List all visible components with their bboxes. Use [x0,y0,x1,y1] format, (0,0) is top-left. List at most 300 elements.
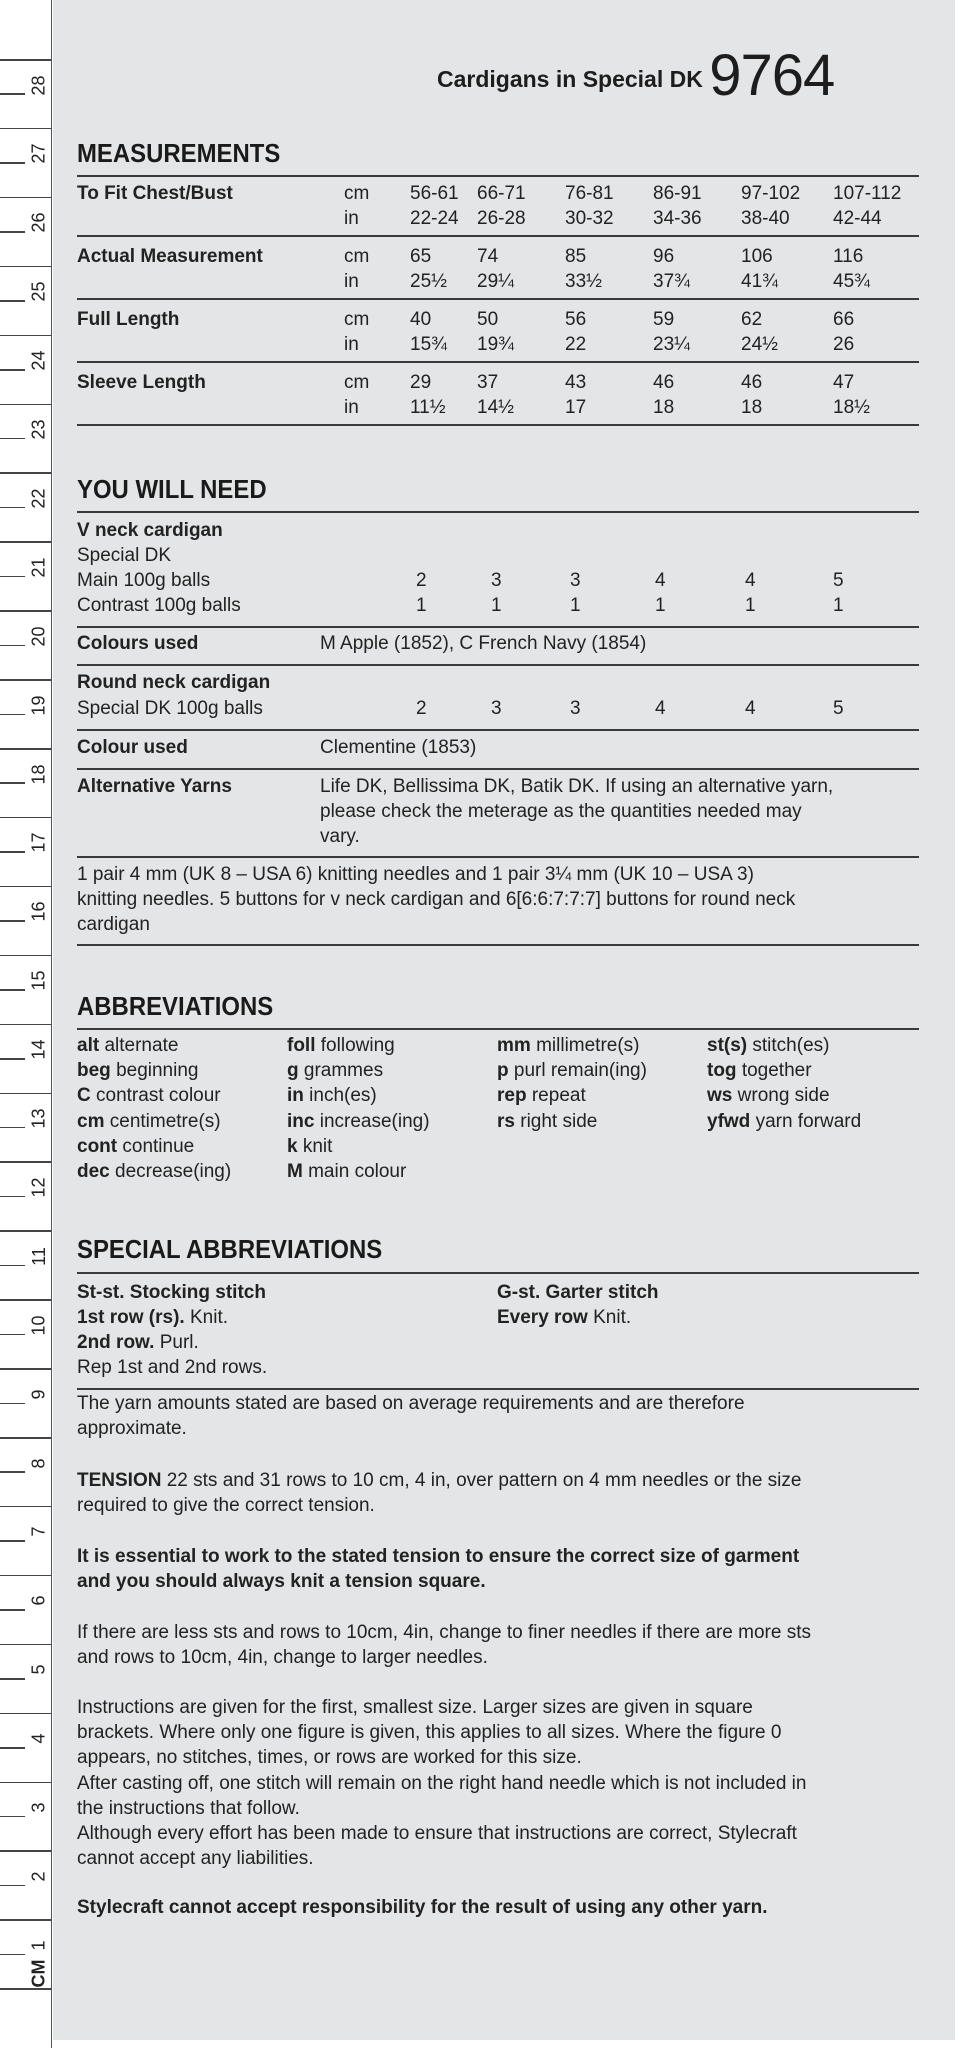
ruler-cm-line [0,1161,51,1163]
pattern-title-text: Cardigans in Special DK [437,66,703,92]
measurement-cell: 86-91 [653,183,702,204]
ruler-number [30,1650,48,1690]
instructions-line: brackets. Where only one figure is given, this applies to all sizes. Where the figure 0 [77,1722,782,1744]
ball-count: 2 [416,698,427,719]
divider [77,729,919,731]
disclaimer: Stylecraft cannot accept responsibility for the result of using any other yarn. [77,1897,768,1918]
ruler-half-line [0,782,25,784]
colours-used-label: Colours used [77,633,199,654]
alternative-yarns-line: vary. [320,826,360,847]
abbreviation-term: C [77,1085,91,1107]
ball-count: 1 [833,595,844,616]
ruler-number [30,823,48,863]
measurement-cell: 24½ [741,334,778,355]
ruler-number-text: 5 [28,1664,49,1675]
ruler-cm-line [0,1506,51,1508]
divider [77,175,919,177]
stocking-stitch-title: St-st. Stocking stitch [77,1282,266,1303]
abbreviation-term: in [287,1085,304,1107]
abbreviation-item [77,1161,231,1183]
divider [77,944,919,946]
ruler-cm-line [0,1230,51,1232]
ruler-half-line [0,1747,25,1749]
ruler-number [30,685,48,725]
abbreviation-item [287,1060,383,1082]
ruler-cm-line [0,404,51,406]
abbreviation-meaning: continue [122,1135,195,1157]
ball-count: 4 [655,570,666,591]
ruler-cm-line [0,748,51,750]
essential-line: It is essential to work to the stated tension to ensure the correct size of garment [77,1546,800,1567]
colour-used-label: Colour used [77,737,188,758]
divider [77,511,919,513]
alternative-yarns-line: please check the meterage as the quantities needed may [320,801,802,822]
measurement-cell: 106 [741,246,773,267]
ball-count: 3 [491,698,502,719]
ruler-half-line [0,851,25,853]
pattern-title [437,42,834,109]
abbreviation-item [77,1085,221,1107]
measurement-cell: 19¾ [477,334,514,355]
ball-count: 1 [491,595,502,616]
abbreviation-term: mm [497,1035,531,1056]
pattern-number: 9764 [709,43,835,108]
ruler-cm-line [0,1782,51,1784]
abbreviation-term: g [287,1060,299,1082]
ruler-number [30,410,48,450]
special-abbreviations-heading: SPECIAL ABBREVIATIONS [77,1234,383,1264]
ruler-cm-line [0,1919,51,1921]
measurement-cell: 59 [653,309,675,330]
you-will-need-heading: YOU WILL NEED [77,474,267,504]
measurement-cell: 56-61 [410,183,459,204]
ball-count: 4 [655,698,666,719]
ruler-half-line [0,1334,25,1336]
ball-count: 1 [655,595,666,616]
ruler-number-text: 3 [28,1802,49,1813]
measurement-cell: 50 [477,309,499,330]
measurement-cell: 18 [653,397,675,418]
measurement-cell: 41¾ [741,271,778,292]
ruler-number [30,65,48,105]
ruler-number-text: 25 [28,281,49,302]
ruler-cm-line [0,128,51,130]
ball-count: 1 [745,595,756,616]
ruler-number [30,616,48,656]
ruler-half-line [0,1265,25,1267]
measurement-cell: 37¾ [653,271,690,292]
abbreviation-term: p [497,1060,509,1082]
abbreviation-meaning: grammes [303,1060,384,1082]
abbreviation-term: yfwd [707,1110,751,1132]
abbreviation-item [77,1060,198,1082]
ruler-number [30,1719,48,1759]
every-row-text: Knit. [587,1307,632,1328]
abbreviation-term: foll [287,1035,316,1056]
ruler-half-line [0,1403,25,1405]
ruler-number [30,478,48,518]
ball-count: 3 [570,570,581,591]
ball-count: 5 [833,698,844,719]
ball-count: 2 [416,570,427,591]
abbreviation-item [77,1111,221,1133]
ruler-number-text: 9 [28,1389,49,1400]
ruler-number-text: 19 [28,695,49,716]
ruler-number [30,1099,48,1139]
ruler-half-line [0,576,25,578]
ruler-number [30,1374,48,1414]
measurement-cell: 62 [741,309,763,330]
ruler-cm-line [0,679,51,681]
ruler-number-text: 23 [28,419,49,440]
v-neck-yarn: Special DK [77,545,171,566]
ruler-number-text: 2 [28,1871,49,1882]
tension-line: required to give the correct tension. [77,1495,375,1516]
abbreviation-meaning: right side [520,1110,598,1132]
ruler-half-line [0,300,25,302]
abbreviation-meaning: wrong side [737,1085,830,1107]
ball-count: 1 [570,595,581,616]
ball-count: 1 [416,595,427,616]
ruler-half-line [0,93,25,95]
alternative-yarns-line: Life DK, Bellissima DK, Batik DK. If using an alternative yarn, [320,776,834,797]
ruler-number [30,1030,48,1070]
ruler-cm-line [0,1299,51,1301]
ruler-number [30,341,48,381]
abbreviation-meaning: alternate [104,1035,179,1056]
measurement-cell: 29¼ [477,271,514,292]
unit-cm: cm [344,246,370,267]
abbreviation-term: rep [497,1085,527,1107]
ruler-number-text: 15 [28,970,49,991]
measurement-cell: 14½ [477,397,514,418]
ruler-half-line [0,1540,25,1542]
ruler-number-text: 10 [28,1315,49,1336]
divider [77,424,919,426]
unit-in: in [344,208,359,229]
tension-text: 22 sts and 31 rows to 10 cm, 4 in, over pattern on 4 mm needles or the size [161,1470,802,1491]
yarn-amounts-line: approximate. [77,1418,187,1439]
unit-in: in [344,334,359,355]
measurement-cell: 116 [833,246,864,267]
row1-label: 1st row (rs). [77,1307,185,1328]
measurement-cell: 30-32 [565,208,614,229]
main-balls-label: Main 100g balls [77,570,211,591]
ruler-cm-line [0,1850,51,1852]
every-row-label: Every row [497,1307,588,1328]
ruler-half-line [0,438,25,440]
needles-line: knitting needles. 5 buttons for v neck cardigan and 6[6:6:7:7:7] buttons for round neck [77,889,796,910]
colours-used-value: M Apple (1852), C French Navy (1854) [320,633,647,654]
measurement-cell: 66-71 [477,183,526,204]
ruler-half-line [0,714,25,716]
abbreviation-term: alt [77,1035,100,1056]
ruler-half-line [0,920,25,922]
ruler-half-line [0,162,25,164]
ball-count: 3 [570,698,581,719]
ruler-cm-line [0,1024,51,1026]
abbreviation-term: k [287,1135,298,1157]
divider [77,1388,919,1390]
colour-used-value: Clementine (1853) [320,737,477,758]
ruler-half-line [0,1058,25,1060]
abbreviation-meaning: inch(es) [309,1085,377,1107]
ruler-number-text: 1 [28,1940,49,1951]
measurement-cell: 22 [565,334,587,355]
ruler-cm-line [0,1437,51,1439]
measurement-cell: 46 [741,372,763,393]
abbreviation-meaning: contrast colour [96,1085,221,1107]
measurement-cell: 18½ [833,397,870,418]
ruler-cm-line [0,1713,51,1715]
divider [77,361,919,363]
ruler-number-text: 13 [28,1108,49,1129]
divider [77,298,919,300]
ruler-half-line [0,231,25,233]
ruler-half-line [0,1127,25,1129]
unit-in: in [344,397,359,418]
measurement-cell: 29 [410,372,432,393]
abbreviation-item [287,1085,377,1107]
ruler-number-text: 24 [28,350,49,371]
ruler-half-line [0,1885,25,1887]
tension-line [77,1470,801,1492]
measurements-heading: MEASUREMENTS [77,138,281,168]
ball-count: 3 [491,570,502,591]
abbreviation-term: rs [497,1110,515,1132]
measurement-cell: 96 [653,246,675,267]
measurement-label: Actual Measurement [77,246,263,267]
ruler-number-text: 12 [28,1177,49,1198]
abbreviation-item [287,1136,332,1158]
measurement-cell: 15¾ [410,334,447,355]
divider [77,856,919,858]
abbreviation-term: ws [707,1085,733,1107]
ruler-cm-line [0,886,51,888]
needles-line: cardigan [77,914,150,935]
ruler-cm-line [0,266,51,268]
abbreviation-meaning: main colour [308,1161,407,1182]
ruler-half-line [0,645,25,647]
measurement-cell: 34-36 [653,208,702,229]
ruler-cm-line [0,817,51,819]
abbreviation-meaning: yarn forward [755,1110,862,1132]
unit-cm: cm [344,183,370,204]
ruler-number [30,1512,48,1552]
measurement-cell: 56 [565,309,587,330]
abbreviation-item [77,1136,194,1158]
measurement-cell: 38-40 [741,208,790,229]
abbreviation-item [707,1060,812,1082]
centimetre-ruler [0,0,52,2048]
ruler-half-line [0,1609,25,1611]
stocking-stitch-row2 [77,1332,199,1354]
ruler-number-text: 20 [28,626,49,647]
abbreviation-term: cm [77,1110,105,1132]
ruler-number-text: 11 [28,1246,49,1266]
unit-cm: cm [344,309,370,330]
instructions-line: Although every effort has been made to ensure that instructions are correct, Stylecraft [77,1823,797,1844]
ruler-half-line [0,989,25,991]
stocking-stitch-repeat: Rep 1st and 2nd rows. [77,1357,268,1378]
abbreviation-meaning: purl remain(ing) [513,1060,647,1082]
ruler-number-text: 8 [28,1457,49,1469]
row2-label: 2nd row. [77,1332,155,1353]
ruler-number-text: 22 [28,488,49,509]
abbreviation-term: dec [77,1161,110,1182]
measurement-cell: 26-28 [477,208,526,229]
measurement-cell: 47 [833,372,855,393]
ruler-number-text: 14 [28,1039,49,1060]
ruler-number-text: 28 [28,74,49,96]
instructions-line: After casting off, one stitch will remain on the right hand needle which is not included in [77,1772,807,1794]
row1-text: Knit. [184,1307,229,1328]
ruler-cm-line [0,197,51,199]
measurement-cell: 107-112 [833,183,902,204]
measurement-cell: 42-44 [833,208,882,229]
ruler-number [30,892,48,932]
needle-change-line: If there are less sts and rows to 10cm, 4in, change to finer needles if there are more sts [77,1622,811,1643]
measurement-cell: 17 [565,397,587,418]
ball-count: 4 [745,570,756,591]
ruler-half-line [0,1816,25,1818]
divider [77,664,919,666]
row2-text: Purl. [154,1332,199,1353]
ball-count: 5 [833,570,844,591]
ruler-number-text: 7 [28,1526,49,1537]
abbreviation-item [497,1111,597,1133]
ruler-number [30,1305,48,1345]
abbreviation-item [497,1060,647,1082]
garter-stitch-title: G-st. Garter stitch [497,1282,659,1303]
ruler-unit-label [30,1953,48,1993]
measurement-cell: 45¾ [833,271,870,292]
ruler-number-text: 27 [28,143,49,164]
ruler-number [30,1788,48,1828]
measurement-cell: 74 [477,246,499,267]
abbreviation-item [287,1035,395,1057]
instructions-line: cannot accept any liabilities. [77,1848,314,1870]
abbreviation-item [497,1035,640,1057]
ruler-cm-line [0,335,51,337]
measurement-cell: 76-81 [565,183,614,204]
needle-change-line: and rows to 10cm, 4in, change to larger needles. [77,1647,488,1668]
ruler-cm-line [0,1575,51,1577]
divider [77,768,919,770]
ruler-half-line [0,369,25,371]
ruler-cm-line [0,610,51,612]
contrast-balls-label: Contrast 100g balls [77,595,241,616]
abbreviation-term: beg [77,1060,111,1082]
measurement-label: Full Length [77,309,180,330]
abbreviation-term: tog [707,1060,737,1082]
measurement-cell: 85 [565,246,587,267]
ruler-number [30,1236,48,1276]
ruler-number [30,754,48,794]
round-neck-title: Round neck cardigan [77,672,271,693]
divider [77,235,919,237]
instructions-line: appears, no stitches, times, or rows are worked for this size. [77,1747,582,1769]
measurement-cell: 40 [410,309,432,330]
ruler-half-line [0,1678,25,1680]
measurement-cell: 11½ [410,397,446,418]
ruler-cm-line [0,1368,51,1370]
abbreviation-meaning: stitch(es) [752,1035,830,1056]
unit-cm: cm [344,372,370,393]
tension-label: TENSION [77,1470,162,1491]
ruler-number-text: 18 [28,763,49,785]
round-neck-balls-label: Special DK 100g balls [77,698,263,719]
ruler-half-line [0,1471,25,1473]
ruler-number-text: 6 [28,1595,49,1606]
ruler-half-line [0,1196,25,1198]
ruler-number-text: 21 [28,557,49,578]
unit-in: in [344,271,359,292]
abbreviation-item [707,1085,830,1107]
needles-line: 1 pair 4 mm (UK 8 – USA 6) knitting needles and 1 pair 3¼ mm (UK 10 – USA 3) [77,864,754,885]
abbreviation-term: inc [287,1110,315,1132]
measurement-label: To Fit Chest/Bust [77,183,233,204]
ruler-number [30,1167,48,1207]
abbreviation-meaning: centimetre(s) [109,1110,221,1132]
abbreviation-term: st(s) [707,1035,748,1056]
v-neck-title: V neck cardigan [77,520,223,541]
ruler-number [30,134,48,174]
measurement-cell: 43 [565,372,587,393]
measurement-cell: 66 [833,309,855,330]
abbreviation-meaning: following [320,1035,395,1056]
divider [77,1272,919,1274]
divider [77,626,919,628]
measurement-cell: 26 [833,334,855,355]
measurement-cell: 97-102 [741,183,801,204]
ruler-number [30,1443,48,1483]
abbreviation-item [707,1035,829,1057]
measurement-cell: 23¼ [653,334,690,355]
ruler-number-text: 26 [28,212,49,233]
measurement-cell: 18 [741,397,763,418]
abbreviation-meaning: knit [302,1135,333,1157]
abbreviation-item [287,1161,406,1183]
ruler-number [30,547,48,587]
abbreviation-term: cont [77,1135,118,1157]
abbreviation-meaning: repeat [531,1085,586,1107]
ruler-number-text: 4 [28,1733,49,1744]
ruler-number [30,1581,48,1621]
stocking-stitch-row1 [77,1307,228,1329]
abbreviation-meaning: beginning [116,1060,199,1082]
measurement-cell: 65 [410,246,432,267]
ruler-number [30,203,48,243]
ruler-half-line [0,507,25,509]
abbreviation-item [77,1035,178,1057]
ruler-cm-line [0,541,51,543]
measurement-cell: 46 [653,372,675,393]
abbreviation-item [287,1111,430,1133]
essential-line: and you should always knit a tension square. [77,1571,486,1592]
alternative-yarns-label: Alternative Yarns [77,776,232,797]
ruler-number-text: 16 [28,901,49,922]
divider [77,1028,919,1030]
measurement-cell: 25½ [410,271,447,292]
ruler-cm-line [0,1093,51,1095]
ruler-number [30,961,48,1001]
instructions-line: the instructions that follow. [77,1797,300,1819]
abbreviation-meaning: increase(ing) [319,1110,430,1132]
measurement-cell: 22-24 [410,208,459,229]
ruler-number-text: 17 [28,832,49,853]
measurement-cell: 33½ [565,271,602,292]
